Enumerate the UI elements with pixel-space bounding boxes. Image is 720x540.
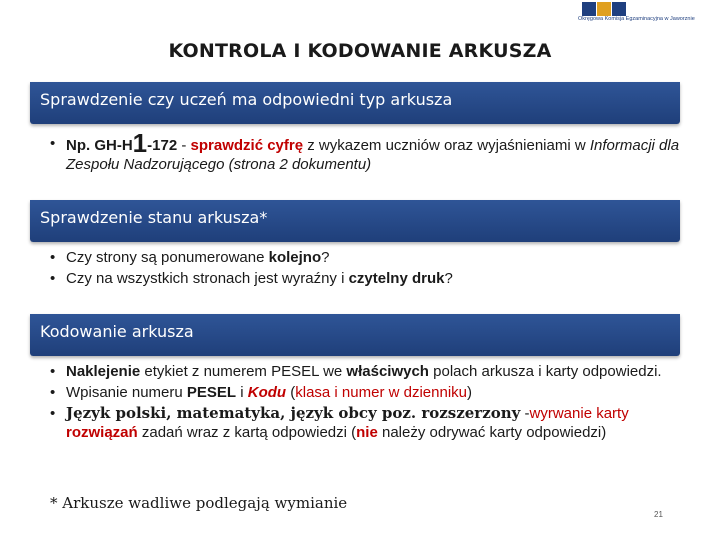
list-item	[50, 269, 690, 288]
bullet-text: Czy strony są ponumerowane	[66, 249, 269, 266]
bullet-text: Np. GH-H	[66, 137, 133, 154]
section-list-coding	[50, 362, 690, 444]
bullet-text-bold: kolejno	[268, 249, 322, 266]
section-header-text: Kodowanie arkusza	[40, 322, 194, 341]
list-item	[50, 383, 690, 402]
bullet-text-bold: Naklejenie	[66, 363, 141, 380]
bullet-text: z wykazem uczniów oraz wyjaśnieniami w	[303, 137, 590, 154]
bullet-text: -	[177, 137, 191, 154]
list-item	[50, 248, 690, 267]
bullet-text: ?	[321, 249, 330, 266]
oke-logo	[578, 2, 718, 24]
section-header-text: Sprawdzenie czy uczeń ma odpowiedni typ arkusza	[40, 90, 453, 109]
bullet-text-highlight: nie	[356, 424, 378, 441]
list-item	[50, 128, 690, 174]
section-header-condition	[30, 200, 680, 242]
bullet-text-bold: czytelny druk	[348, 270, 445, 287]
bullet-text-highlight: wyrwanie karty	[529, 405, 629, 422]
bullet-text: należy odrywać karty odpowiedzi)	[377, 424, 607, 441]
bullet-text: Czy na wszystkich stronach jest wyraźny i	[66, 270, 349, 287]
bullet-text-highlight: Kodu	[247, 384, 287, 401]
bullet-text-bold: właściwych	[346, 363, 429, 380]
page-title: KONTROLA I KODOWANIE ARKUSZA	[168, 40, 552, 62]
section-header-text: Sprawdzenie stanu arkusza*	[40, 208, 268, 227]
list-item	[50, 362, 690, 381]
bullet-text: -172	[147, 137, 178, 154]
bullet-text-highlight: sprawdzić cyfrę	[190, 137, 304, 154]
section-header-coding	[30, 314, 680, 356]
bullet-text-bold: PESEL	[186, 384, 237, 401]
bullet-text-italic: Informacji dla Zespołu Nadzorującego (strona 2 dokumentu)	[66, 137, 680, 173]
bullet-text-highlight: rozwiązań	[66, 424, 138, 441]
bullet-text: ?	[444, 270, 453, 287]
logo-subtitle: Okręgowa Komisja Egzaminacyjna w Jaworznie	[578, 16, 695, 22]
footnote: * Arkusze wadliwe podlegają wymianie	[50, 494, 348, 512]
bullet-text-bold: Język polski, matematyka, język obcy poz. rozszerzony	[66, 404, 521, 422]
bullet-text: (	[286, 384, 296, 401]
logo-mark	[582, 2, 626, 16]
bullet-text: polach arkusza i karty odpowiedzi.	[428, 363, 662, 380]
section-list-condition	[50, 248, 690, 290]
bullet-text-highlight: klasa i numer w dzienniku	[295, 384, 467, 401]
section-header-type	[30, 82, 680, 124]
bullet-text: zadań wraz z kartą odpowiedzi (	[137, 424, 357, 441]
page-number: 21	[654, 510, 663, 519]
bullet-text: -	[520, 405, 530, 422]
bullet-text: i	[236, 384, 248, 401]
bullet-text: )	[467, 384, 472, 401]
bullet-text: Wpisanie numeru	[66, 384, 187, 401]
bullet-text: etykiet z numerem PESEL we	[140, 363, 347, 380]
highlighted-digit: 1	[132, 128, 148, 158]
section-list-type	[50, 128, 690, 176]
list-item	[50, 404, 690, 442]
